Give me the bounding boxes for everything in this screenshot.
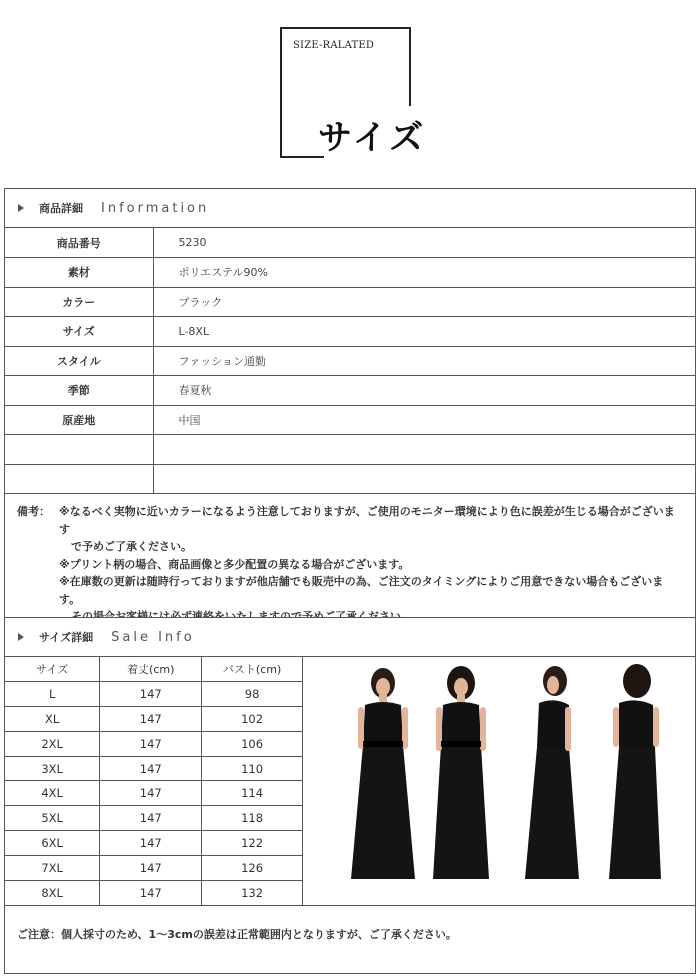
length-cell: 147 (100, 756, 202, 781)
info-row (5, 376, 695, 406)
info-key: 季節 (5, 376, 153, 406)
length-cell: 147 (100, 682, 202, 707)
length-cell: 147 (100, 831, 202, 856)
size-cell: XL (5, 707, 100, 732)
info-key: 素材 (5, 258, 153, 288)
size-row (5, 781, 303, 806)
size-row (5, 880, 303, 905)
bust-cell: 106 (202, 731, 303, 756)
info-value: L-8XL (153, 317, 695, 347)
info-value: ファッション通勤 (153, 346, 695, 376)
size-title-en: Sale Info (111, 629, 195, 645)
bust-cell: 110 (202, 756, 303, 781)
info-value: 中国 (153, 405, 695, 435)
notes-label: 備考： (17, 505, 50, 518)
column-header: 着丈(cm) (100, 657, 202, 682)
length-cell: 147 (100, 855, 202, 880)
bust-cell: 126 (202, 855, 303, 880)
column-header: サイズ (5, 657, 100, 682)
length-cell: 147 (100, 781, 202, 806)
info-key (5, 464, 153, 494)
info-row (5, 464, 695, 494)
size-row (5, 806, 303, 831)
size-cell: 3XL (5, 756, 100, 781)
size-cell: L (5, 682, 100, 707)
info-section-header (5, 189, 695, 228)
info-row (5, 405, 695, 435)
info-value: 春夏秋 (153, 376, 695, 406)
size-row (5, 831, 303, 856)
size-caution-note: ご注意：個人採寸のため、1～3cmの誤差は正常範囲内となりますが、ご了承ください。 (17, 927, 457, 941)
model-front-1 (351, 668, 415, 879)
info-key: カラー (5, 287, 153, 317)
bust-cell: 118 (202, 806, 303, 831)
model-back-4 (609, 664, 661, 879)
dress-model-illustration (303, 657, 695, 889)
info-table (5, 228, 695, 494)
size-title-jp: サイズ詳細 (39, 631, 94, 644)
length-cell: 147 (100, 880, 202, 905)
note-line: ※プリント柄の場合、商品画像と多少配置の異なる場合がございます。 (59, 557, 410, 571)
size-row (5, 682, 303, 707)
size-cell: 8XL (5, 880, 100, 905)
column-header: バスト(cm) (202, 657, 303, 682)
notes-block (5, 494, 695, 636)
model-front-2 (433, 666, 489, 879)
size-section-header (5, 618, 695, 657)
info-row (5, 258, 695, 288)
info-value: ブラック (153, 287, 695, 317)
info-title-jp: 商品詳細 (39, 202, 83, 215)
model-photos (303, 657, 695, 889)
size-cell: 7XL (5, 855, 100, 880)
info-value (153, 464, 695, 494)
size-heading-banner (0, 0, 700, 175)
size-info-section (4, 617, 696, 974)
size-cell: 2XL (5, 731, 100, 756)
length-cell: 147 (100, 707, 202, 732)
size-row (5, 707, 303, 732)
note-line: ※なるべく実物に近いカラーになるよう注意しておりますが、ご使用のモニター環境により色に誤差が生じる場合がございます (59, 505, 675, 536)
product-info-section (4, 188, 696, 637)
size-row (5, 731, 303, 756)
info-row (5, 435, 695, 465)
bust-cell: 98 (202, 682, 303, 707)
info-key: 原産地 (5, 405, 153, 435)
size-row (5, 756, 303, 781)
size-cell: 5XL (5, 806, 100, 831)
note-line: で予めご了承ください。 (71, 540, 192, 553)
info-row (5, 287, 695, 317)
bust-cell: 122 (202, 831, 303, 856)
size-cell: 6XL (5, 831, 100, 856)
info-value: ポリエステル90% (153, 258, 695, 288)
triangle-bullet-icon (18, 633, 24, 641)
info-key: サイズ (5, 317, 153, 347)
info-value (153, 435, 695, 465)
note-line: ※在庫数の更新は随時行っておりますが他店舗でも販売中の為、ご注文のタイミングによりご用意できない場合もございます。 (59, 575, 664, 606)
bust-cell: 132 (202, 880, 303, 905)
heading-japanese: サイズ (318, 118, 427, 158)
info-key: 商品番号 (5, 228, 153, 258)
info-key: スタイル (5, 346, 153, 376)
info-row (5, 317, 695, 347)
info-title-en: Information (101, 200, 210, 216)
length-cell: 147 (100, 806, 202, 831)
size-chart-table (5, 657, 303, 905)
triangle-bullet-icon (18, 204, 24, 212)
size-cell: 4XL (5, 781, 100, 806)
info-row (5, 346, 695, 376)
length-cell: 147 (100, 731, 202, 756)
info-row (5, 228, 695, 258)
info-value: 5230 (153, 228, 695, 258)
info-key (5, 435, 153, 465)
size-row (5, 855, 303, 880)
bust-cell: 102 (202, 707, 303, 732)
heading-english: SIZE-RALATED (293, 40, 375, 51)
bust-cell: 114 (202, 781, 303, 806)
model-side-3 (525, 666, 579, 879)
